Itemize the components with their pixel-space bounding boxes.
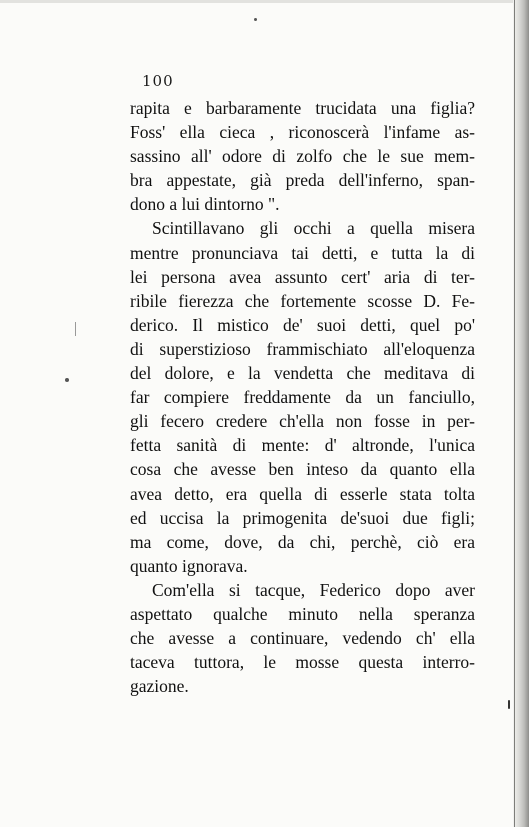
text-line: Foss' ella cieca , riconoscerà l'infame as- [130, 122, 475, 143]
text-line: ed uccisa la primogenita de'suoi due figli; [130, 507, 475, 528]
text-line: aspettato qualche minuto nella speranza [130, 603, 475, 624]
text-line: del dolore, e la vendetta che meditava di [130, 363, 475, 384]
text-line: rapita e barbaramente trucidata una figlia? [130, 98, 475, 118]
text-line: bra appestate, già preda dell'inferno, span- [130, 170, 475, 191]
text-line: cosa che avesse ben inteso da quanto ella [130, 459, 475, 480]
text-line: Scintillavano gli occhi a quella misera [152, 218, 475, 239]
text-line: mentre pronunciava tai detti, e tutta la di [130, 242, 475, 263]
text-line: lei persona avea assunto cert' aria di ter- [130, 266, 475, 287]
text-line: avea detto, era quella di esserle stata tolta [130, 483, 475, 504]
text-line: ribile fierezza che fortemente scosse D. Fe- [130, 290, 475, 311]
text-line: gazione. [130, 676, 189, 697]
text-line: che avesse a continuare, vedendo ch' ella [130, 628, 475, 649]
page-number: 100 [142, 72, 174, 90]
ink-speck [75, 322, 76, 336]
page-top-edge [0, 0, 529, 3]
page-gutter-shadow [513, 0, 529, 827]
text-line: taceva tuttora, le mosse questa interro- [130, 652, 475, 673]
ink-speck [254, 18, 257, 21]
ink-speck [65, 378, 69, 382]
text-line: quanto ignorava. [130, 555, 248, 576]
text-line: derico. Il mistico de' suoi detti, quel po' [130, 314, 475, 335]
text-line: gli fecero credere ch'ella non fosse in per- [130, 411, 475, 432]
text-line: dono a lui dintorno ". [130, 194, 280, 215]
text-line: ma come, dove, da chi, perchè, ciò era [130, 531, 475, 552]
text-line: di superstizioso frammischiato all'eloquenza [130, 338, 475, 359]
text-line: fetta sanità di mente: d' altronde, l'unica [130, 435, 475, 456]
body-text [130, 96, 475, 698]
text-line: Com'ella si tacque, Federico dopo aver [152, 579, 475, 600]
gutter-edge-line [514, 0, 515, 827]
text-line: far compiere freddamente da un fanciullo, [130, 387, 475, 408]
ink-speck [508, 700, 510, 709]
text-line: sassino all' odore di zolfo che le sue mem- [130, 146, 475, 167]
